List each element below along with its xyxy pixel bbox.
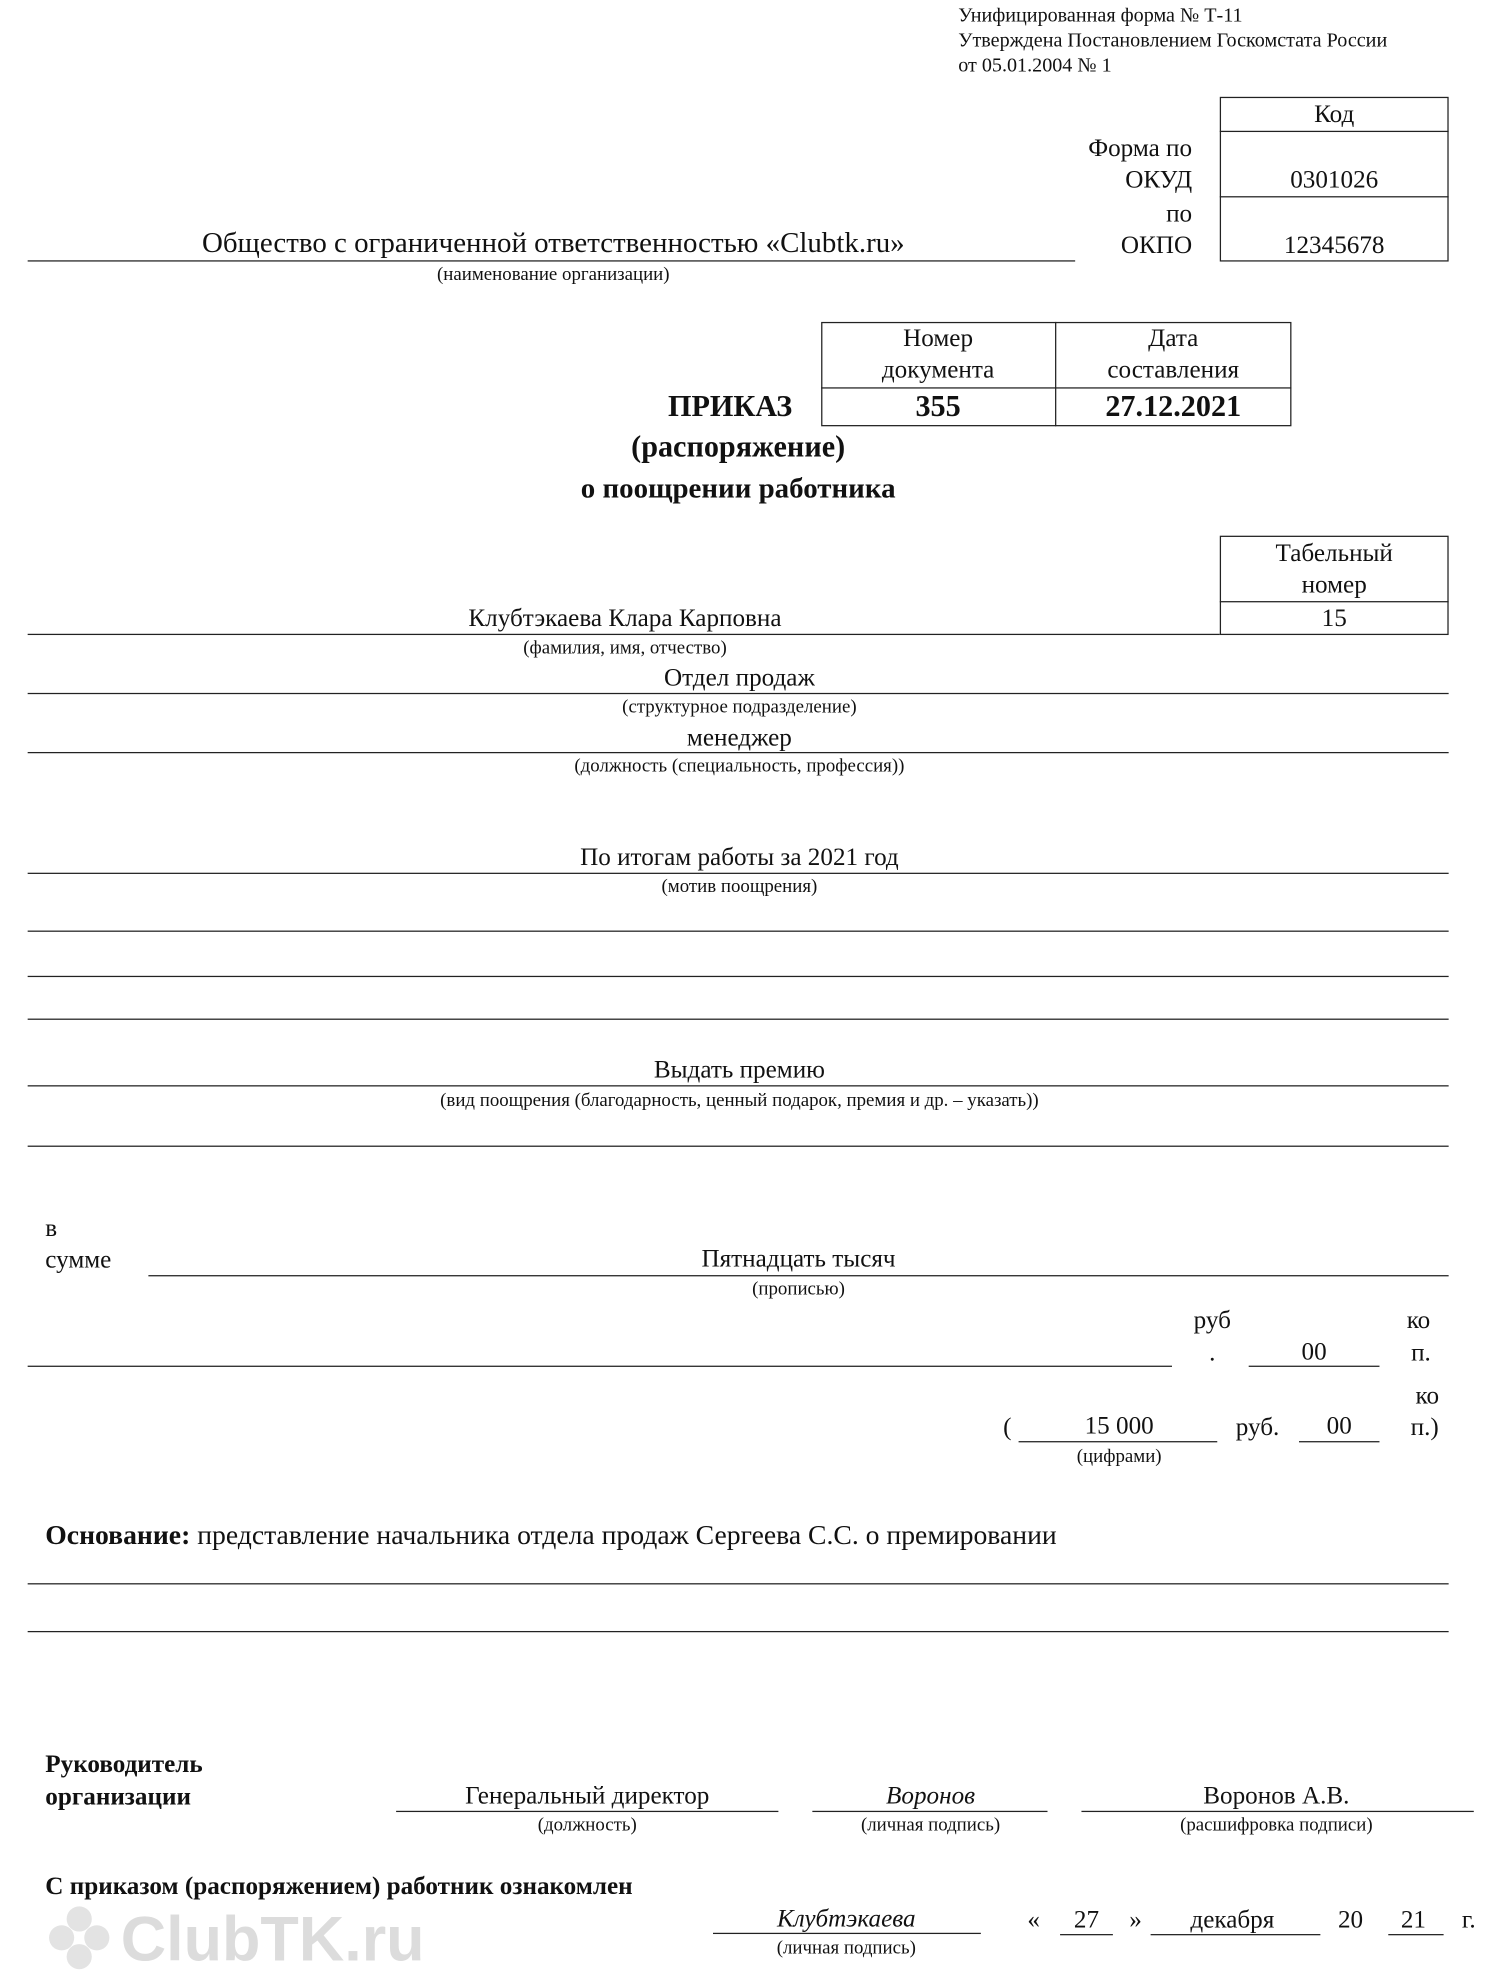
position-caption: (должность (специальность, профессия)): [574, 756, 905, 777]
department: Отдел продаж: [663, 663, 815, 692]
doc-number: 355: [915, 391, 961, 424]
form-header-line1: Унифицированная форма № Т-11: [958, 5, 1243, 27]
kop-label: ко: [1415, 1381, 1440, 1410]
motive: По итогам работы за 2021 год: [580, 843, 899, 872]
flower-logo-icon: [45, 1904, 113, 1972]
form-header-line2: Утверждена Постановлением Госкомстата России: [958, 30, 1388, 52]
employee-signature: Клубтэкаева: [776, 1905, 916, 1933]
rub-label: руб: [1193, 1306, 1231, 1335]
doc-number-header: Номер документа: [881, 324, 995, 384]
order-title: ПРИКАЗ: [667, 391, 793, 424]
position: менеджер: [686, 724, 792, 752]
basis: [45, 1519, 1057, 1551]
okpo-label: ОКПО: [1120, 231, 1193, 260]
codes-header: Код: [1314, 100, 1355, 129]
quote: »: [1129, 1906, 1142, 1935]
okud-code: 0301026: [1290, 165, 1379, 194]
acknowledged-label: С приказом (распоряжением) работник ознакомлен: [45, 1872, 633, 1901]
amount-label: в: [45, 1214, 58, 1243]
kopecks-digits: 00: [1326, 1412, 1352, 1440]
organization-name: Общество с ограниченной ответственностью «Clubtk.ru»: [201, 226, 905, 259]
year-suffix: г.: [1461, 1906, 1476, 1935]
head-position-caption: (должность): [537, 1815, 637, 1836]
kop-label: ко: [1406, 1306, 1431, 1335]
ack-year: 21: [1400, 1906, 1427, 1935]
basis-text: представление начальника отдела продаж Сергеева С.С. о премировании: [197, 1519, 1057, 1551]
ack-month: декабря: [1190, 1906, 1275, 1935]
kop-label: п.: [1411, 1339, 1431, 1367]
head-signature: Воронов: [886, 1781, 976, 1810]
head-label: организации: [45, 1783, 191, 1811]
rub-dot: .: [1209, 1339, 1216, 1367]
form-header-line3: от 05.01.2004 № 1: [958, 55, 1112, 77]
head-signature-caption: (личная подпись): [860, 1815, 1001, 1836]
ack-day: 27: [1073, 1906, 1100, 1935]
head-signature-decode: Воронов А.В.: [1203, 1781, 1350, 1810]
kop-label: п.): [1410, 1413, 1439, 1442]
department-caption: (структурное подразделение): [622, 697, 857, 718]
employee-signature-caption: (личная подпись): [776, 1938, 916, 1959]
doc-date: 27.12.2021: [1105, 391, 1242, 424]
kopecks-words: 00: [1301, 1337, 1327, 1366]
employee-name-caption: (фамилия, имя, отчество): [523, 638, 727, 659]
amount-label: сумме: [45, 1246, 112, 1274]
reward-kind: Выдать премию: [653, 1056, 825, 1084]
okud-label: ОКУД: [1125, 165, 1193, 194]
tab-number: 15: [1321, 604, 1347, 633]
reward-kind-caption: (вид поощрения (благодарность, ценный подарок, премия и др. – указать)): [440, 1090, 1039, 1112]
amount-digits: 15 000: [1084, 1412, 1154, 1440]
okud-label: Форма по: [1088, 134, 1193, 163]
basis-label: Основание:: [45, 1519, 191, 1551]
tab-number-header: Табельный номер: [1275, 539, 1393, 599]
doc-date-header: Дата составления: [1107, 324, 1240, 384]
okpo-code: 12345678: [1283, 231, 1385, 260]
ack-century: 20: [1337, 1906, 1364, 1935]
amount-words-caption: (прописью): [752, 1279, 845, 1300]
quote: «: [1027, 1906, 1040, 1935]
order-subject: о поощрении работника: [580, 472, 896, 504]
paren: (: [1003, 1413, 1012, 1442]
head-position: Генеральный директор: [465, 1781, 710, 1810]
head-decode-caption: (расшифровка подписи): [1180, 1815, 1373, 1836]
head-label: Руководитель: [45, 1750, 203, 1779]
rub-label: руб.: [1235, 1413, 1280, 1442]
clubtk-watermark-logo: [45, 1904, 573, 1972]
watermark-text: ClubTK.ru: [120, 1903, 425, 1974]
employee-name: Клубтэкаева Клара Карповна: [468, 604, 782, 633]
amount-digits-caption: (цифрами): [1076, 1446, 1162, 1467]
organization-caption: (наименование организации): [437, 264, 670, 285]
amount-words: Пятнадцать тысяч: [701, 1244, 896, 1273]
motive-caption: (мотив поощрения): [661, 877, 818, 898]
okpo-label: по: [1166, 199, 1193, 228]
order-subtitle: (распоряжение): [631, 431, 846, 465]
